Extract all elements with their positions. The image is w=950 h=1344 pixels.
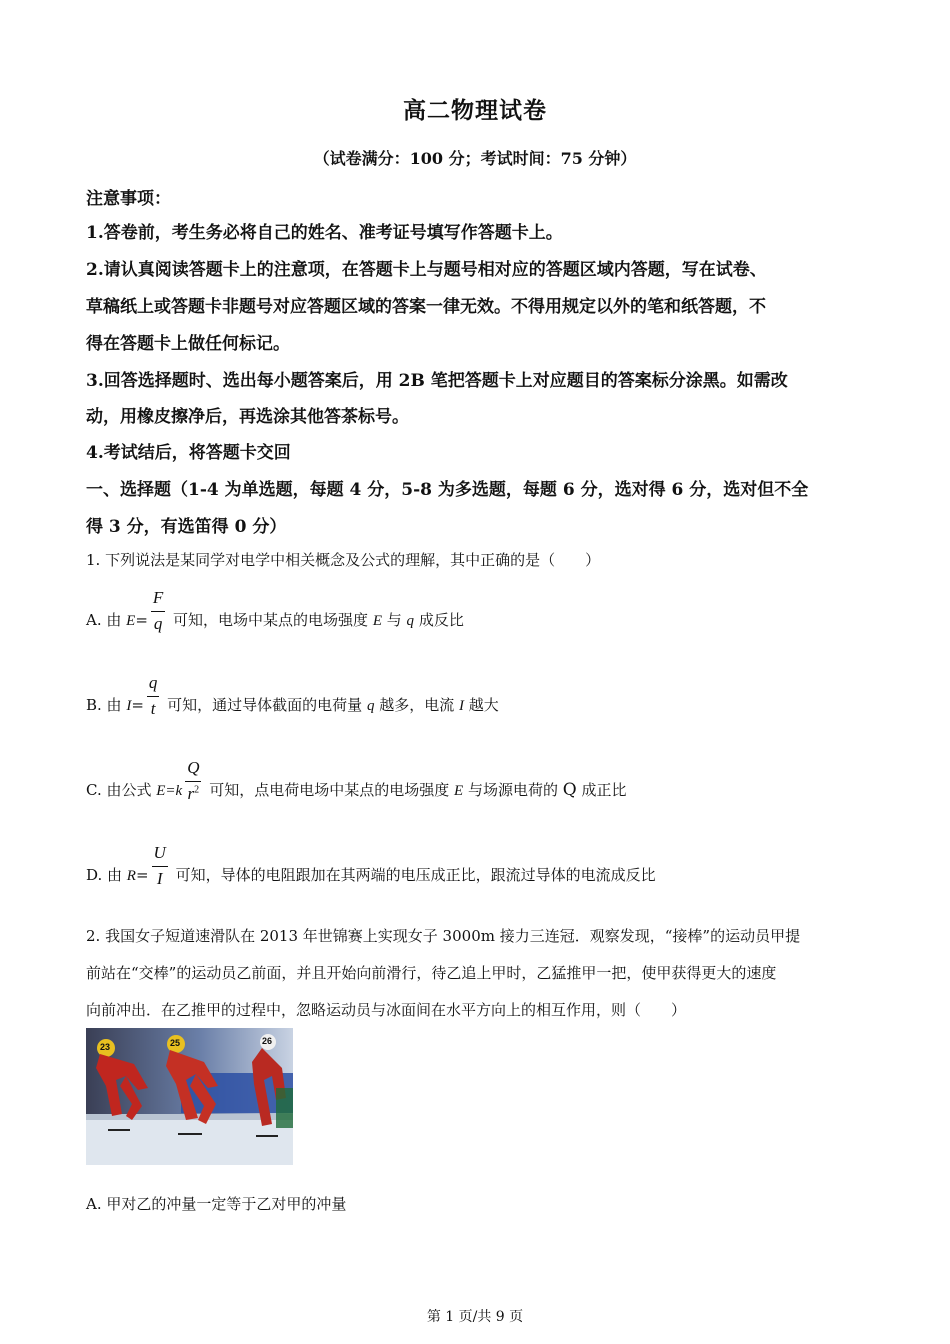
notice-heading: 注意事项： — [86, 189, 171, 209]
fraction: $\frac{U}{I}$ — [153, 843, 166, 888]
fraction: $\frac{q}{t}$ — [148, 673, 158, 718]
fraction: $\frac{Q}{r^2}$ — [187, 758, 200, 803]
question-1-stem: 1. 下列说法是某同学对电学中相关概念及公式的理解，其中正确的是（ ） — [86, 551, 601, 569]
section-heading: 一、选择题（1-4 为单选题，每题 4 分，5-8 为多选题，每题 6 分，选对得 6 分，选对但不全 — [86, 480, 809, 500]
exam-info: （试卷满分：100 分；考试时间：75 分钟） — [313, 149, 637, 168]
page-number: 第 1 页/共 9 页 — [426, 1309, 524, 1325]
q1-option-c[interactable]: C. 由公式 E=k $\frac{Q}{r^2}$ 可知，点电荷电场中某点的电场强度 E 与场源电荷的 Q 成正比 — [86, 758, 627, 803]
bib-number: 26 — [262, 1036, 273, 1046]
q1-option-d[interactable]: D. 由 R= $\frac{U}{I}$ 可知，导体的电阻跟加在其两端的电压成正比，跟流过导体的电流成反比 — [86, 843, 656, 888]
notice-line: 2.请认真阅读答题卡上的注意项，在答题卡上与题号相对应的答题区域内答题，写在试卷、 — [86, 260, 767, 280]
bib-number: 23 — [100, 1042, 111, 1052]
notice-line: 4.考试结后，将答题卡交回 — [86, 443, 291, 463]
notice-line: 草稿纸上或答题卡非题号对应答题区域的答案一律无效。不得用规定以外的笔和纸答题，不 — [86, 297, 766, 317]
page-title: 高二物理试卷 — [403, 97, 547, 124]
bib-number: 25 — [170, 1038, 181, 1048]
notice-line: 动，用橡皮擦净后，再选涂其他答茶标号。 — [86, 407, 409, 427]
fraction: $\frac{F}{q}$ — [152, 588, 164, 633]
question-2-stem: 2. 我国女子短道速滑队在 2013 年世锦赛上实现女子 3000m 接力三连冠．观察发现，“接棒”的运动员甲提 — [86, 927, 801, 945]
section-heading-cont: 得 3 分，有选笛得 0 分） — [86, 517, 287, 537]
q1-option-b[interactable]: B. 由 I= $\frac{q}{t}$ 可知，通过导体截面的电荷量 q 越多，电流 I 越大 — [86, 673, 499, 718]
q1-option-a[interactable]: A. 由 E= $\frac{F}{q}$ 可知，电场中某点的电场强度 E 与 q 成反比 — [86, 588, 464, 633]
q2-option-a[interactable]: A. 甲对乙的冲量一定等于乙对甲的冲量 — [86, 1195, 347, 1213]
question-2-stem: 前站在“交棒”的运动员乙前面，并且开始向前滑行，待乙追上甲时，乙猛推甲一把，使甲获得更大的速度 — [86, 964, 777, 982]
notice-line: 1.答卷前，考生务必将自己的姓名、准考证号填写作答题卡上。 — [86, 223, 563, 243]
speed-skating-photo — [86, 1028, 293, 1165]
question-2-stem: 向前冲出．在乙推甲的过程中，忽略运动员与冰面间在水平方向上的相互作用，则（ ） — [86, 1001, 687, 1019]
notice-line: 3.回答选择题时、选出每小题答案后，用 2B 笔把答题卡上对应题目的答案标分涂黑。如需改 — [86, 371, 788, 391]
notice-line: 得在答题卡上做任何标记。 — [86, 334, 290, 354]
